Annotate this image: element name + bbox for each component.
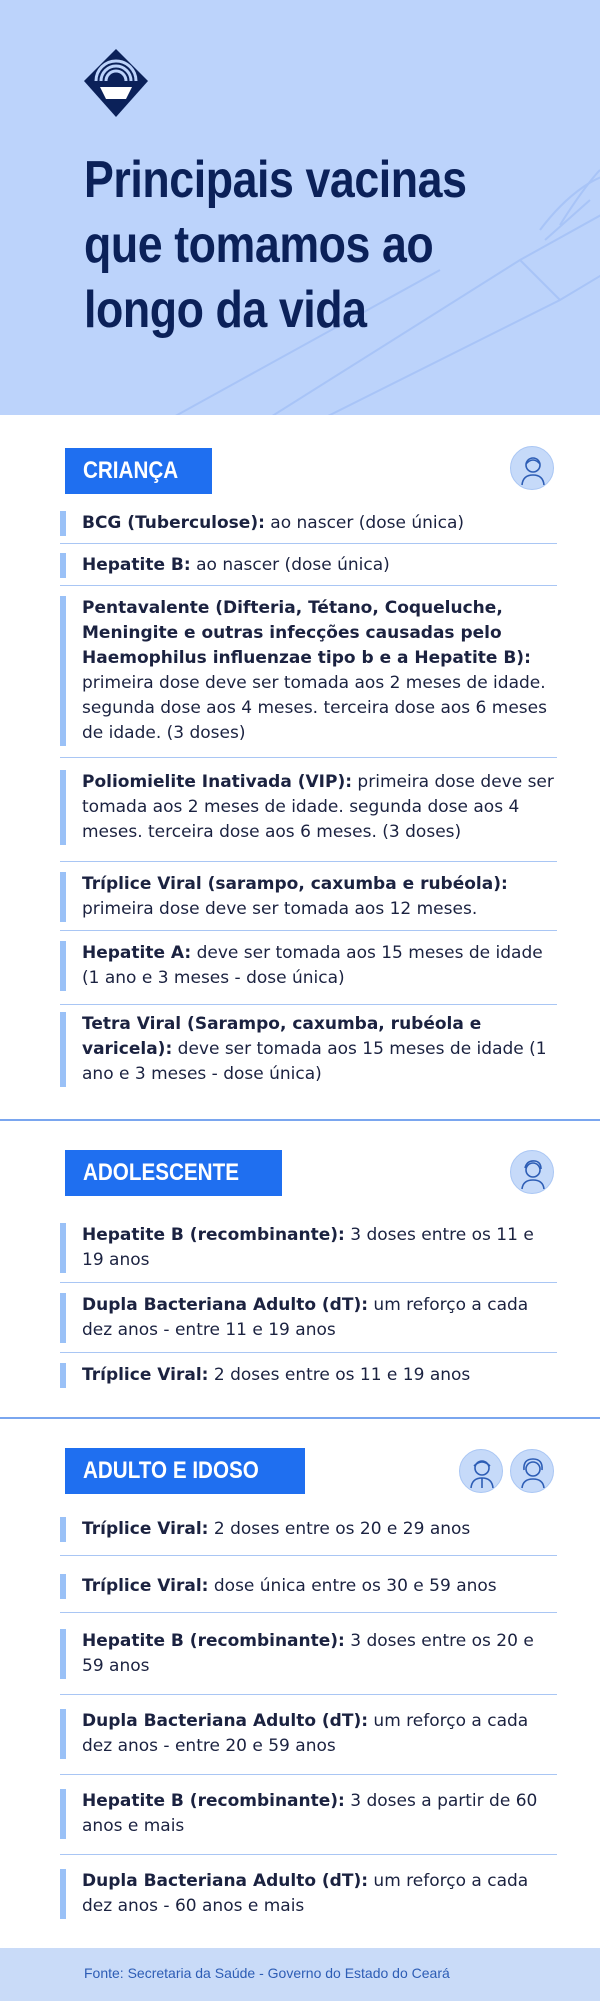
vaccine-item: Tríplice Viral: dose única entre os 30 e 59 anos [60, 1574, 557, 1599]
vaccine-item: Poliomielite Inativada (VIP): primeira dose deve ser tomada aos 2 meses de idade. segunda dose aos 4 meses. terceira dose aos 6 meses. (3 doses) [60, 770, 557, 845]
section-tag-adolescente: ADOLESCENTE [65, 1150, 282, 1196]
section-divider [0, 1119, 600, 1121]
vaccine-item: Hepatite B: ao nascer (dose única) [60, 553, 557, 578]
item-divider [60, 1774, 557, 1775]
source-text: Fonte: Secretaria da Saúde - Governo do Estado do Ceará [84, 1965, 450, 1981]
vaccine-item: Tríplice Viral (sarampo, caxumba e rubéola): primeira dose deve ser tomada aos 12 meses. [60, 872, 557, 922]
vaccine-item: Hepatite B (recombinante): 3 doses entre os 20 e 59 anos [60, 1629, 557, 1679]
child-avatar-icon [510, 446, 554, 490]
teen-avatar-icon [510, 1150, 554, 1194]
vaccine-item: Pentavalente (Difteria, Tétano, Coqueluche, Meningite e outras infecções causadas pelo Haemophilus influenzae tipo b e a Hepatite B): primeira dose deve ser tomada aos 2 meses de idade. segunda dose aos 4 meses. terceira dose aos 6 meses de idade. (3 doses) [60, 596, 557, 746]
vaccine-item: BCG (Tuberculose): ao nascer (dose única) [60, 511, 557, 536]
header-banner [0, 0, 600, 415]
vaccine-item: Tríplice Viral: 2 doses entre os 11 e 19 anos [60, 1363, 557, 1388]
item-divider [60, 930, 557, 931]
item-divider [60, 543, 557, 544]
item-divider [60, 1352, 557, 1353]
elder-avatar-icon [510, 1449, 554, 1493]
section-tag-adulto-e-idoso: ADULTO E IDOSO [65, 1448, 305, 1494]
section-tag-crianca: CRIANÇA [65, 448, 212, 494]
item-divider [60, 1694, 557, 1695]
adult-avatar-icon [459, 1449, 503, 1493]
item-divider [60, 1854, 557, 1855]
title-line-1: Principais vacinas [84, 151, 467, 209]
title-line-3: longo da vida [84, 281, 367, 339]
vaccine-item: Hepatite A: deve ser tomada aos 15 meses de idade (1 ano e 3 meses - dose única) [60, 941, 557, 991]
item-divider [60, 1004, 557, 1005]
item-divider [60, 861, 557, 862]
title-line-2: que tomamos ao [84, 216, 434, 274]
vaccine-item: Dupla Bacteriana Adulto (dT): um reforço a cada dez anos - entre 20 e 59 anos [60, 1709, 557, 1759]
footer [0, 1948, 600, 2001]
vaccine-item: Dupla Bacteriana Adulto (dT): um reforço a cada dez anos - 60 anos e mais [60, 1869, 557, 1919]
vaccine-item: Tetra Viral (Sarampo, caxumba, rubéola e varicela): deve ser tomada aos 15 meses de idade (1 ano e 3 meses - dose única) [60, 1012, 557, 1087]
item-divider [60, 585, 557, 586]
item-divider [60, 757, 557, 758]
vaccine-item: Dupla Bacteriana Adulto (dT): um reforço a cada dez anos - entre 11 e 19 anos [60, 1293, 557, 1343]
vaccine-item: Tríplice Viral: 2 doses entre os 20 e 29 anos [60, 1517, 557, 1542]
item-divider [60, 1555, 557, 1556]
page-title [84, 148, 488, 343]
vaccine-item: Hepatite B (recombinante): 3 doses entre os 11 e 19 anos [60, 1223, 557, 1273]
item-divider [60, 1282, 557, 1283]
logo-icon [82, 47, 150, 119]
section-divider [0, 1417, 600, 1419]
item-divider [60, 1612, 557, 1613]
vaccine-item: Hepatite B (recombinante): 3 doses a partir de 60 anos e mais [60, 1789, 557, 1839]
